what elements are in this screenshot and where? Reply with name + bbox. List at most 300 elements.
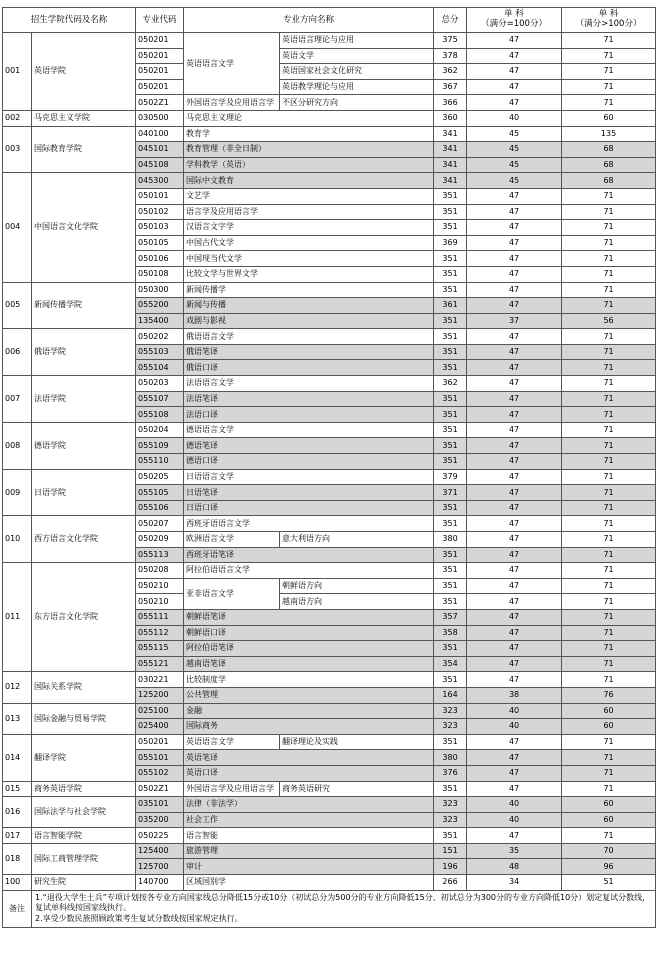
major-name: 金融 <box>184 703 434 719</box>
major-code: 045300 <box>136 173 184 189</box>
major-name: 日语口译 <box>184 500 434 516</box>
single-score-100: 47 <box>467 48 562 64</box>
college-name: 商务英语学院 <box>32 781 136 797</box>
major-name: 法律（非法学） <box>184 797 434 813</box>
major-code: 125400 <box>136 843 184 859</box>
single-score-over-100: 56 <box>562 313 656 329</box>
total-score: 351 <box>434 641 467 657</box>
single-score-100: 47 <box>467 344 562 360</box>
major-name: 比较制度学 <box>184 672 434 688</box>
table-row <box>3 469 656 485</box>
major-code: 055113 <box>136 547 184 563</box>
major-name: 审计 <box>184 859 434 875</box>
single-score-100: 47 <box>467 532 562 548</box>
single-score-100: 47 <box>467 235 562 251</box>
major-name: 社会工作 <box>184 812 434 828</box>
major-name: 德语语言文学 <box>184 422 434 438</box>
total-score: 351 <box>434 734 467 750</box>
single-score-over-100: 71 <box>562 266 656 282</box>
single-score-over-100: 70 <box>562 843 656 859</box>
single-score-100: 47 <box>467 781 562 797</box>
single-score-over-100: 71 <box>562 344 656 360</box>
single-score-over-100: 135 <box>562 126 656 142</box>
major-code: 125200 <box>136 687 184 703</box>
major-code: 050102 <box>136 204 184 220</box>
header-single-over-100: 单 科 （满分>100分） <box>562 8 656 33</box>
single-score-over-100: 71 <box>562 376 656 392</box>
major-code: 050210 <box>136 578 184 594</box>
header-college: 招生学院代码及名称 <box>3 8 136 33</box>
header-code: 专业代码 <box>136 8 184 33</box>
major-name: 新闻传播学 <box>184 282 434 298</box>
major-code: 050207 <box>136 516 184 532</box>
single-score-100: 47 <box>467 422 562 438</box>
total-score: 380 <box>434 532 467 548</box>
major-code: 050103 <box>136 220 184 236</box>
single-score-100: 47 <box>467 500 562 516</box>
single-score-100: 47 <box>467 656 562 672</box>
major-code: 055104 <box>136 360 184 376</box>
header-total: 总分 <box>434 8 467 33</box>
major-code: 0502Z1 <box>136 781 184 797</box>
college-name: 国际关系学院 <box>32 672 136 703</box>
major-name: 区域国别学 <box>184 875 434 891</box>
major-name: 戏剧与影视 <box>184 313 434 329</box>
total-score: 323 <box>434 719 467 735</box>
note-line-1: 1.“退役大学生士兵”专项计划按各专业方向国家线总分降低15分或10分（初试总分为500分的专业方向降低15分、初试总分为300分的专业方向降低10分）划定复试分数线，复试单科线按国家线执行。 <box>35 892 651 913</box>
major-code: 055107 <box>136 391 184 407</box>
single-score-over-100: 68 <box>562 157 656 173</box>
major-code: 045101 <box>136 142 184 158</box>
single-score-100: 40 <box>467 703 562 719</box>
single-score-over-100: 71 <box>562 64 656 80</box>
single-score-over-100: 71 <box>562 391 656 407</box>
major-code: 050202 <box>136 329 184 345</box>
college-code: 001 <box>3 33 32 111</box>
major-code: 125700 <box>136 859 184 875</box>
total-score: 351 <box>434 188 467 204</box>
total-score: 351 <box>434 828 467 844</box>
single-score-over-100: 71 <box>562 547 656 563</box>
single-score-over-100: 60 <box>562 110 656 126</box>
major-direction: 英语国家社会文化研究 <box>280 64 434 80</box>
major-name: 法语笔译 <box>184 391 434 407</box>
total-score: 361 <box>434 298 467 314</box>
table-row <box>3 126 656 142</box>
major-name: 马克思主义理论 <box>184 110 434 126</box>
single-score-over-100: 60 <box>562 812 656 828</box>
single-score-over-100: 71 <box>562 329 656 345</box>
table-row <box>3 875 656 891</box>
college-code: 005 <box>3 282 32 329</box>
total-score: 375 <box>434 33 467 49</box>
major-name: 欧洲语言文学 <box>184 532 280 548</box>
single-score-100: 47 <box>467 516 562 532</box>
single-score-over-100: 71 <box>562 656 656 672</box>
college-code: 006 <box>3 329 32 376</box>
total-score: 351 <box>434 282 467 298</box>
total-score: 323 <box>434 703 467 719</box>
single-score-over-100: 60 <box>562 797 656 813</box>
table-row <box>3 516 656 532</box>
total-score: 351 <box>434 672 467 688</box>
table-row <box>3 282 656 298</box>
single-score-over-100: 71 <box>562 251 656 267</box>
total-score: 351 <box>434 781 467 797</box>
single-score-100: 47 <box>467 79 562 95</box>
college-name: 语言智能学院 <box>32 828 136 844</box>
note-label: 备注 <box>3 890 32 927</box>
college-code: 002 <box>3 110 32 126</box>
note-text <box>32 890 656 927</box>
total-score: 351 <box>434 344 467 360</box>
single-score-over-100: 71 <box>562 454 656 470</box>
single-score-over-100: 71 <box>562 781 656 797</box>
major-name: 汉语言文字学 <box>184 220 434 236</box>
single-score-100: 47 <box>467 594 562 610</box>
major-name: 俄语笔译 <box>184 344 434 360</box>
total-score: 378 <box>434 48 467 64</box>
total-score: 151 <box>434 843 467 859</box>
major-code: 030221 <box>136 672 184 688</box>
major-code: 035101 <box>136 797 184 813</box>
major-code: 055115 <box>136 641 184 657</box>
major-direction: 英语教学理论与应用 <box>280 79 434 95</box>
major-code: 050105 <box>136 235 184 251</box>
major-name: 教育学 <box>184 126 434 142</box>
table-row <box>3 703 656 719</box>
major-name: 越南语笔译 <box>184 656 434 672</box>
single-score-over-100: 71 <box>562 220 656 236</box>
single-score-100: 47 <box>467 33 562 49</box>
major-code: 055105 <box>136 485 184 501</box>
single-score-100: 47 <box>467 750 562 766</box>
single-score-100: 47 <box>467 298 562 314</box>
single-score-100: 47 <box>467 376 562 392</box>
single-score-100: 45 <box>467 173 562 189</box>
table-row <box>3 563 656 579</box>
table-row <box>3 843 656 859</box>
major-direction: 翻译理论及实践 <box>280 734 434 750</box>
major-name: 新闻与传播 <box>184 298 434 314</box>
major-name: 俄语语言文学 <box>184 329 434 345</box>
total-score: 351 <box>434 438 467 454</box>
major-code: 055112 <box>136 625 184 641</box>
college-code: 004 <box>3 173 32 282</box>
college-code: 011 <box>3 563 32 672</box>
total-score: 351 <box>434 500 467 516</box>
major-name: 朝鲜语口译 <box>184 625 434 641</box>
single-score-over-100: 71 <box>562 204 656 220</box>
major-name: 英语口译 <box>184 765 434 781</box>
table-row <box>3 734 656 750</box>
college-code: 007 <box>3 376 32 423</box>
college-name: 东方语言文化学院 <box>32 563 136 672</box>
major-name: 亚非语言文学 <box>184 578 280 609</box>
major-code: 0502Z1 <box>136 95 184 111</box>
single-score-100: 47 <box>467 563 562 579</box>
college-code: 018 <box>3 843 32 874</box>
major-name: 文艺学 <box>184 188 434 204</box>
total-score: 367 <box>434 79 467 95</box>
total-score: 351 <box>434 547 467 563</box>
college-name: 西方语言文化学院 <box>32 516 136 563</box>
college-name: 研究生院 <box>32 875 136 891</box>
single-score-over-100: 71 <box>562 485 656 501</box>
single-score-100: 47 <box>467 282 562 298</box>
single-score-100: 45 <box>467 126 562 142</box>
header-single-100: 单 科 （满分=100分） <box>467 8 562 33</box>
total-score: 357 <box>434 609 467 625</box>
major-name: 外国语言学及应用语言学 <box>184 781 280 797</box>
single-score-over-100: 60 <box>562 719 656 735</box>
single-score-100: 38 <box>467 687 562 703</box>
single-score-100: 47 <box>467 220 562 236</box>
major-code: 050106 <box>136 251 184 267</box>
college-name: 国际法学与社会学院 <box>32 797 136 828</box>
single-score-over-100: 96 <box>562 859 656 875</box>
major-name: 中国现当代文学 <box>184 251 434 267</box>
single-score-100: 47 <box>467 391 562 407</box>
single-score-over-100: 71 <box>562 188 656 204</box>
major-direction: 商务英语研究 <box>280 781 434 797</box>
major-name: 旅游管理 <box>184 843 434 859</box>
table-body <box>3 33 656 891</box>
major-code: 055110 <box>136 454 184 470</box>
major-name: 国际中文教育 <box>184 173 434 189</box>
college-name: 翻译学院 <box>32 734 136 781</box>
major-code: 055106 <box>136 500 184 516</box>
single-score-over-100: 71 <box>562 360 656 376</box>
single-score-100: 47 <box>467 625 562 641</box>
total-score: 354 <box>434 656 467 672</box>
major-name: 朝鲜语笔译 <box>184 609 434 625</box>
single-score-100: 34 <box>467 875 562 891</box>
single-score-over-100: 71 <box>562 438 656 454</box>
major-code: 040100 <box>136 126 184 142</box>
major-direction: 不区分研究方向 <box>280 95 434 111</box>
single-score-over-100: 71 <box>562 48 656 64</box>
major-code: 050201 <box>136 79 184 95</box>
single-score-over-100: 71 <box>562 672 656 688</box>
single-score-over-100: 71 <box>562 734 656 750</box>
total-score: 351 <box>434 251 467 267</box>
college-name: 英语学院 <box>32 33 136 111</box>
college-name: 德语学院 <box>32 422 136 469</box>
major-name: 阿拉伯语笔译 <box>184 641 434 657</box>
major-code: 025100 <box>136 703 184 719</box>
major-code: 035200 <box>136 812 184 828</box>
major-name: 公共管理 <box>184 687 434 703</box>
major-code: 135400 <box>136 313 184 329</box>
single-score-100: 47 <box>467 578 562 594</box>
total-score: 341 <box>434 157 467 173</box>
single-score-over-100: 71 <box>562 500 656 516</box>
single-score-100: 47 <box>467 454 562 470</box>
single-score-over-100: 71 <box>562 422 656 438</box>
single-score-over-100: 71 <box>562 79 656 95</box>
college-code: 017 <box>3 828 32 844</box>
table-row <box>3 828 656 844</box>
major-code: 050201 <box>136 48 184 64</box>
table-row <box>3 33 656 49</box>
single-score-over-100: 60 <box>562 703 656 719</box>
major-code: 055111 <box>136 609 184 625</box>
single-score-over-100: 71 <box>562 625 656 641</box>
total-score: 351 <box>434 220 467 236</box>
single-score-100: 47 <box>467 609 562 625</box>
single-score-over-100: 71 <box>562 282 656 298</box>
major-code: 050210 <box>136 594 184 610</box>
major-code: 030500 <box>136 110 184 126</box>
single-score-100: 47 <box>467 204 562 220</box>
total-score: 379 <box>434 469 467 485</box>
total-score: 366 <box>434 95 467 111</box>
header-row <box>3 8 656 33</box>
major-code: 055108 <box>136 407 184 423</box>
major-name: 外国语言学及应用语言学 <box>184 95 280 111</box>
total-score: 351 <box>434 329 467 345</box>
total-score: 351 <box>434 563 467 579</box>
single-score-100: 47 <box>467 251 562 267</box>
single-score-over-100: 71 <box>562 407 656 423</box>
single-score-100: 47 <box>467 485 562 501</box>
major-code: 050208 <box>136 563 184 579</box>
single-score-over-100: 71 <box>562 516 656 532</box>
single-score-100: 47 <box>467 734 562 750</box>
major-code: 050225 <box>136 828 184 844</box>
college-code: 009 <box>3 469 32 516</box>
single-score-100: 35 <box>467 843 562 859</box>
single-score-over-100: 71 <box>562 750 656 766</box>
single-score-over-100: 71 <box>562 578 656 594</box>
major-name: 英语语言文学 <box>184 734 280 750</box>
single-score-100: 47 <box>467 360 562 376</box>
single-score-100: 40 <box>467 110 562 126</box>
single-score-100: 47 <box>467 95 562 111</box>
single-score-100: 47 <box>467 469 562 485</box>
table-row <box>3 797 656 813</box>
college-name: 中国语言文化学院 <box>32 173 136 282</box>
total-score: 351 <box>434 578 467 594</box>
single-score-over-100: 71 <box>562 532 656 548</box>
single-score-over-100: 71 <box>562 765 656 781</box>
major-name: 俄语口译 <box>184 360 434 376</box>
total-score: 351 <box>434 407 467 423</box>
major-direction: 意大利语方向 <box>280 532 434 548</box>
total-score: 351 <box>434 360 467 376</box>
major-code: 045108 <box>136 157 184 173</box>
college-code: 016 <box>3 797 32 828</box>
college-name: 国际金融与贸易学院 <box>32 703 136 734</box>
major-direction: 英语文学 <box>280 48 434 64</box>
single-score-over-100: 51 <box>562 875 656 891</box>
major-name: 国际商务 <box>184 719 434 735</box>
total-score: 376 <box>434 765 467 781</box>
total-score: 341 <box>434 142 467 158</box>
total-score: 362 <box>434 376 467 392</box>
major-code: 050300 <box>136 282 184 298</box>
college-code: 008 <box>3 422 32 469</box>
major-direction: 朝鲜语方向 <box>280 578 434 594</box>
total-score: 380 <box>434 750 467 766</box>
single-score-100: 45 <box>467 157 562 173</box>
major-code: 055102 <box>136 765 184 781</box>
note-row <box>3 890 656 927</box>
college-code: 013 <box>3 703 32 734</box>
total-score: 196 <box>434 859 467 875</box>
single-score-100: 47 <box>467 266 562 282</box>
major-name: 法语口译 <box>184 407 434 423</box>
major-code: 050201 <box>136 734 184 750</box>
college-name: 马克思主义学院 <box>32 110 136 126</box>
single-score-over-100: 68 <box>562 142 656 158</box>
major-name: 英语笔译 <box>184 750 434 766</box>
total-score: 362 <box>434 64 467 80</box>
major-name: 比较文学与世界文学 <box>184 266 434 282</box>
single-score-100: 40 <box>467 797 562 813</box>
college-code: 100 <box>3 875 32 891</box>
college-code: 015 <box>3 781 32 797</box>
single-score-over-100: 71 <box>562 235 656 251</box>
total-score: 351 <box>434 422 467 438</box>
major-code: 050209 <box>136 532 184 548</box>
major-name: 语言智能 <box>184 828 434 844</box>
single-score-100: 47 <box>467 438 562 454</box>
college-code: 003 <box>3 126 32 173</box>
major-name: 学科教学（英语） <box>184 157 434 173</box>
table-row <box>3 422 656 438</box>
header-major: 专业方向名称 <box>184 8 434 33</box>
college-name: 法语学院 <box>32 376 136 423</box>
total-score: 351 <box>434 516 467 532</box>
major-code: 055109 <box>136 438 184 454</box>
total-score: 351 <box>434 266 467 282</box>
major-code: 055103 <box>136 344 184 360</box>
single-score-over-100: 71 <box>562 563 656 579</box>
single-score-100: 47 <box>467 641 562 657</box>
total-score: 351 <box>434 454 467 470</box>
total-score: 266 <box>434 875 467 891</box>
single-score-over-100: 71 <box>562 594 656 610</box>
total-score: 351 <box>434 391 467 407</box>
single-score-over-100: 71 <box>562 828 656 844</box>
single-score-over-100: 71 <box>562 298 656 314</box>
single-score-100: 40 <box>467 812 562 828</box>
single-score-over-100: 71 <box>562 609 656 625</box>
major-name: 西班牙语笔译 <box>184 547 434 563</box>
major-name: 英语语言文学 <box>184 33 280 95</box>
college-code: 012 <box>3 672 32 703</box>
total-score: 351 <box>434 313 467 329</box>
single-score-100: 47 <box>467 547 562 563</box>
single-score-100: 40 <box>467 719 562 735</box>
major-code: 050201 <box>136 33 184 49</box>
college-name: 日语学院 <box>32 469 136 516</box>
college-name: 俄语学院 <box>32 329 136 376</box>
major-name: 德语口译 <box>184 454 434 470</box>
single-score-100: 37 <box>467 313 562 329</box>
major-name: 日语语言文学 <box>184 469 434 485</box>
table-row <box>3 110 656 126</box>
major-direction: 英语语言理论与应用 <box>280 33 434 49</box>
total-score: 323 <box>434 812 467 828</box>
total-score: 164 <box>434 687 467 703</box>
table-row <box>3 329 656 345</box>
major-code: 050203 <box>136 376 184 392</box>
major-name: 中国古代文学 <box>184 235 434 251</box>
total-score: 341 <box>434 173 467 189</box>
